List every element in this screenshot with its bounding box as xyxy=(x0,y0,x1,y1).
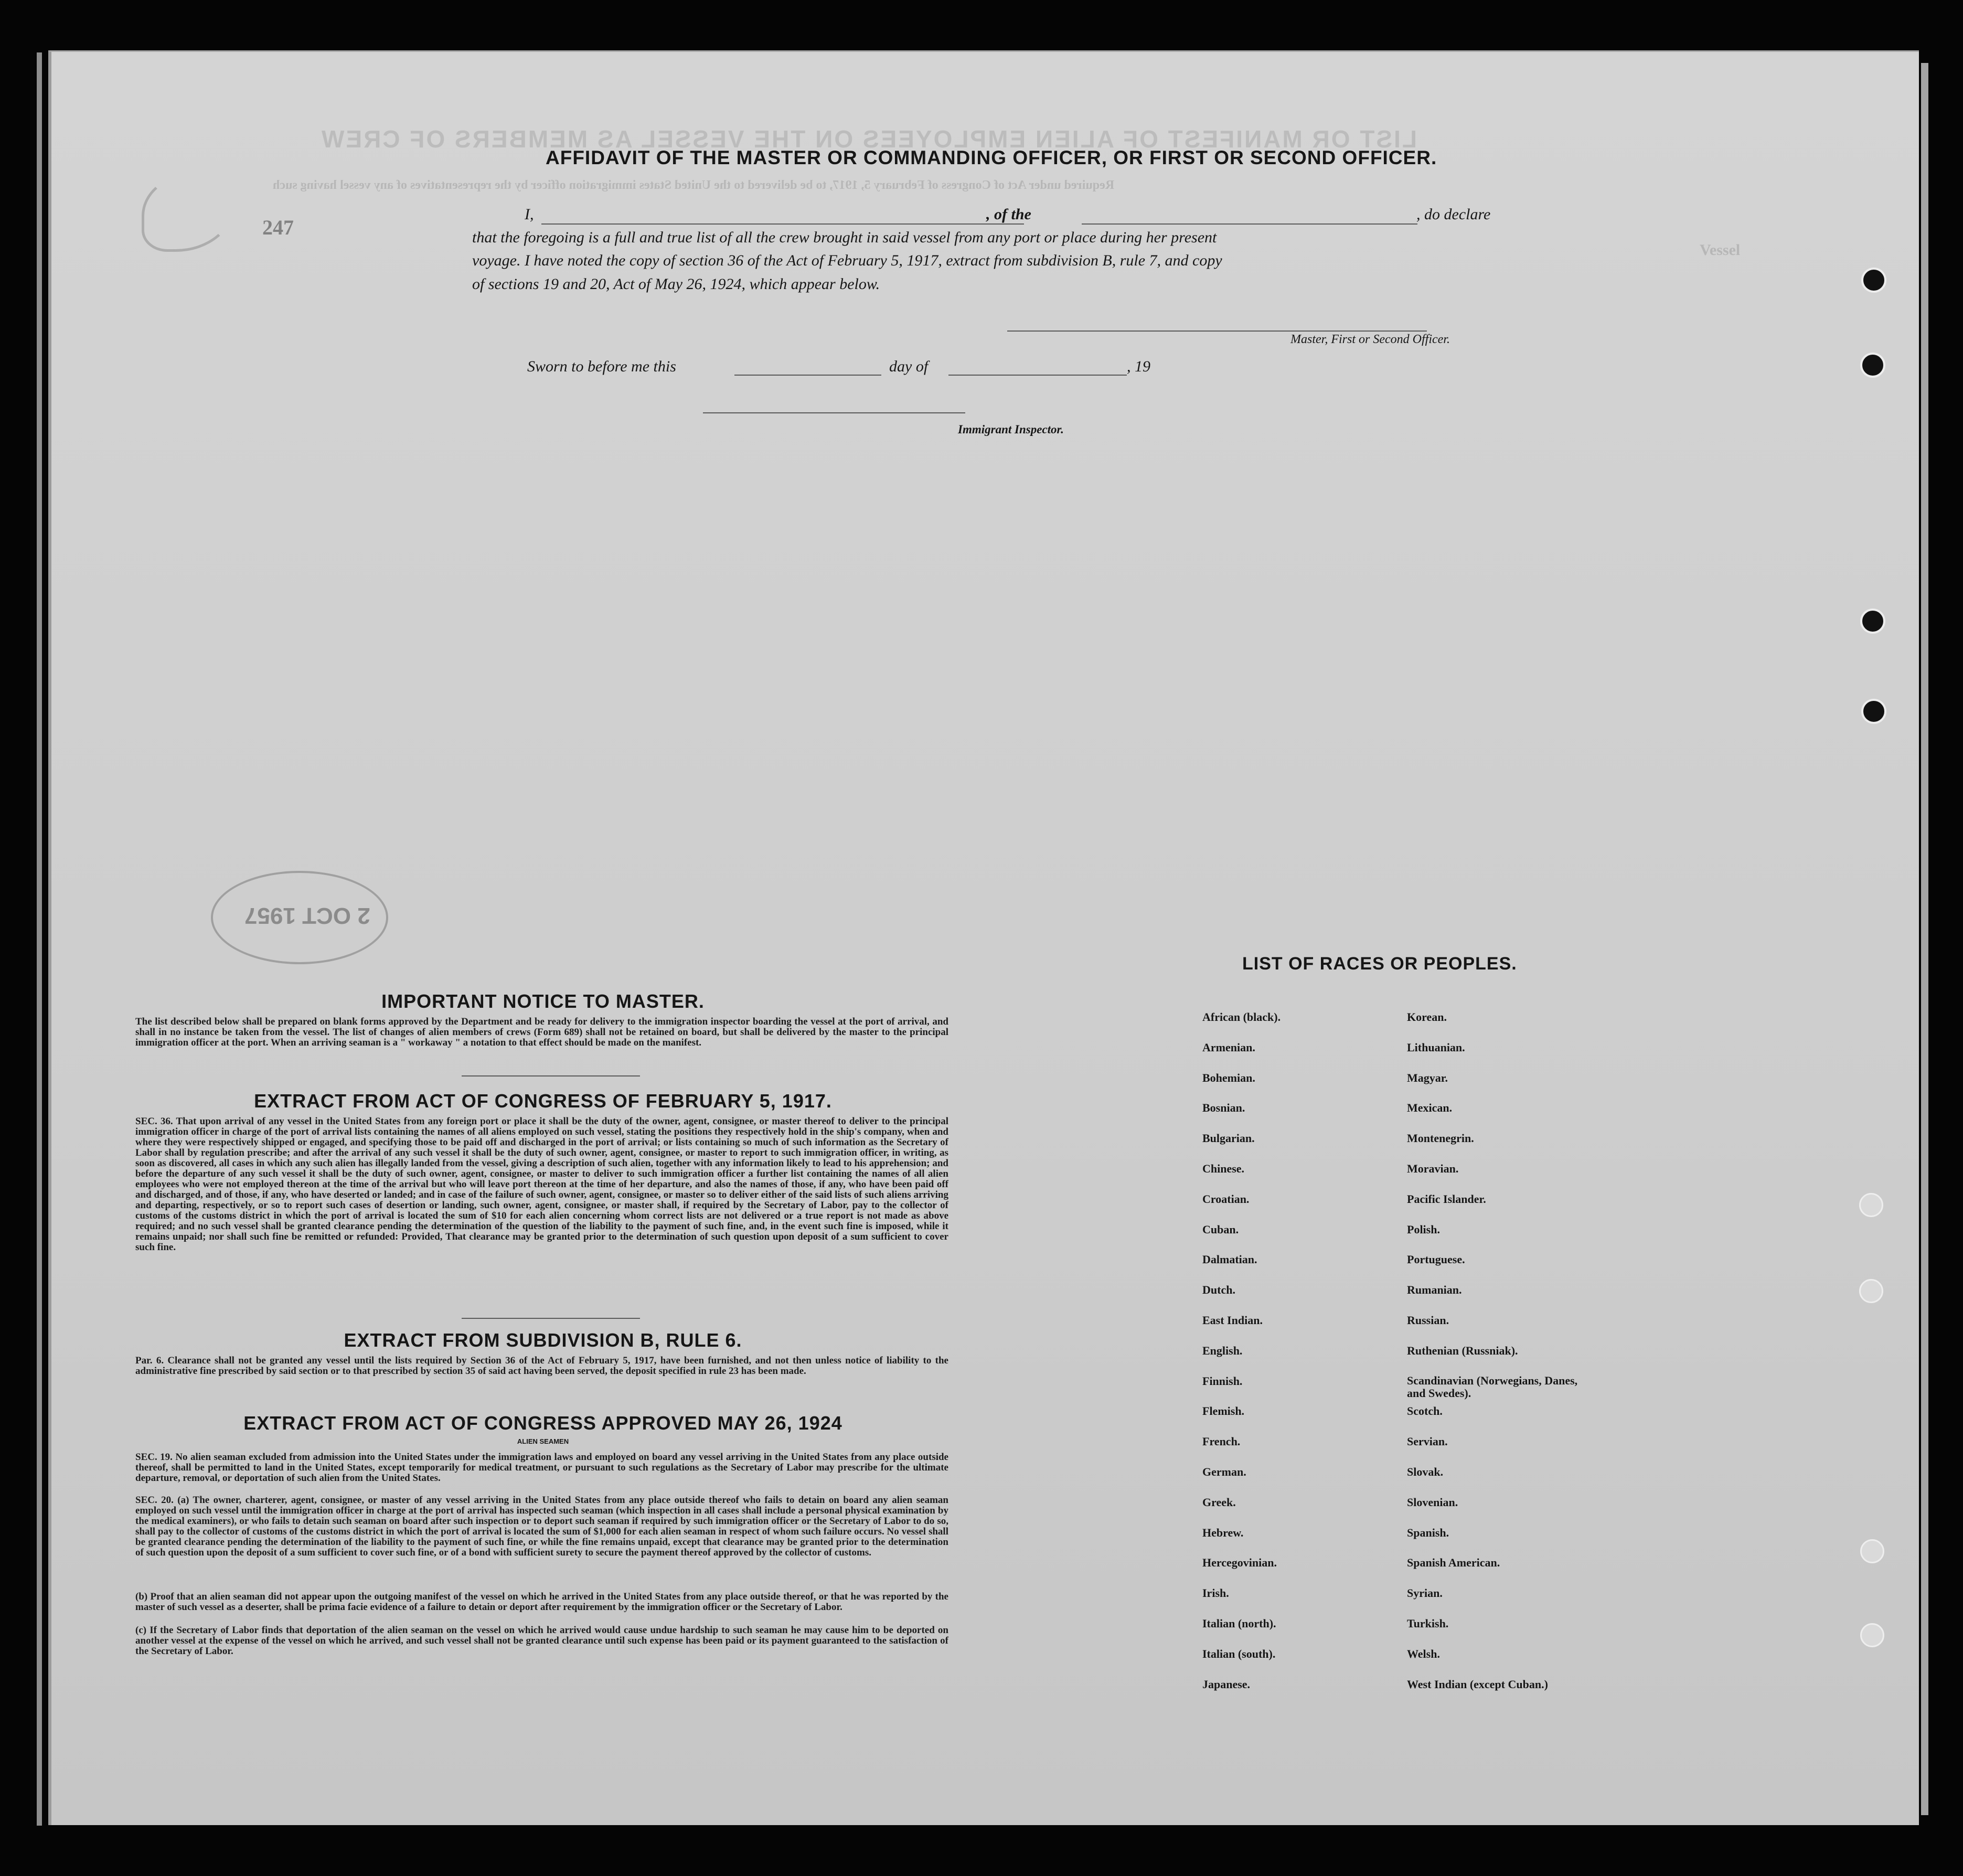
binder-hole-8 xyxy=(1860,1623,1884,1647)
race-item: Pacific Islander. xyxy=(1407,1192,1486,1206)
race-item: Spanish. xyxy=(1407,1526,1449,1539)
vessel-blank[interactable] xyxy=(1082,223,1417,225)
binder-hole-2 xyxy=(1860,353,1885,378)
affidavit-line-3: voyage. I have noted the copy of section 36 of the Act of February 5, 1917, extract from subdivision B, rule 7, and copy xyxy=(472,252,1222,269)
race-item: Lithuanian. xyxy=(1407,1040,1465,1054)
sec19-text: SEC. 19. No alien seaman excluded from admission into the United States under the immigration laws and employed on board any vessel arriving in the United States from any place outside thereof, shall be permitted to land in the United States, except temporarily for medical treatment, or pursuant to such regulations as the Secretary of Labor may prescribe for the ultimate departure, removal, or deportation of such alien from the United States. xyxy=(135,1452,948,1484)
race-item: Croatian. xyxy=(1202,1192,1250,1206)
race-item: West Indian (except Cuban.) xyxy=(1407,1677,1548,1691)
race-item: Moravian. xyxy=(1407,1162,1459,1175)
race-item: Korean. xyxy=(1407,1010,1447,1024)
races-title: LIST OF RACES OR PEOPLES. xyxy=(1242,954,1517,974)
race-item: Finnish. xyxy=(1202,1374,1243,1388)
race-item: English. xyxy=(1202,1344,1243,1357)
race-item: Spanish American. xyxy=(1407,1556,1500,1570)
sworn-label: Sworn to before me this xyxy=(527,358,676,375)
binder-hole-5 xyxy=(1859,1193,1883,1217)
race-item: Greek. xyxy=(1202,1495,1236,1509)
affidavit-do-declare: , do declare xyxy=(1416,206,1491,223)
year-label: , 19 xyxy=(1127,358,1150,375)
race-item: Flemish. xyxy=(1202,1404,1245,1418)
race-item: Japanese. xyxy=(1202,1677,1251,1691)
binder-hole-3 xyxy=(1860,609,1885,634)
affidavit-line-4: of sections 19 and 20, Act of May 26, 1924, which appear below. xyxy=(472,275,880,293)
extract-1924-title: EXTRACT FROM ACT OF CONGRESS APPROVED MAY 26, 1924 xyxy=(243,1412,842,1434)
race-item: Portuguese. xyxy=(1407,1253,1465,1266)
affidavit-title: AFFIDAVIT OF THE MASTER OR COMMANDING OFFICER, OR FIRST OR SECOND OFFICER. xyxy=(546,147,1437,168)
divider-1 xyxy=(462,1075,640,1076)
name-blank[interactable] xyxy=(541,223,1024,225)
race-item: Servian. xyxy=(1407,1435,1448,1448)
page-edge-right xyxy=(1921,63,1928,1815)
race-item: Syrian. xyxy=(1407,1586,1443,1600)
race-item: Russian. xyxy=(1407,1314,1449,1327)
race-item: Bosnian. xyxy=(1202,1101,1245,1115)
race-item: Cuban. xyxy=(1202,1222,1239,1236)
race-item: Ruthenian (Russniak). xyxy=(1407,1344,1518,1357)
race-item: Welsh. xyxy=(1407,1647,1440,1660)
rule6-text: Par. 6. Clearance shall not be granted any vessel until the lists required by Section 36 of the Act of February 5, 1917, have been furnished, and not then unless notice of liability to the administrative fine prescribed by said section or to that prescribed by section 35 of said act having been served, the deposit specified in rule 23 has been made. xyxy=(135,1355,948,1377)
race-item: French. xyxy=(1202,1435,1241,1448)
race-item: Scotch. xyxy=(1407,1404,1443,1418)
binder-hole-7 xyxy=(1860,1539,1884,1563)
inspector-signature-blank[interactable] xyxy=(703,412,965,413)
race-item: Bohemian. xyxy=(1202,1071,1255,1084)
race-item: Hercegovinian. xyxy=(1202,1556,1277,1570)
notice-title: IMPORTANT NOTICE TO MASTER. xyxy=(381,990,705,1012)
handwritten-number: 247 xyxy=(262,216,294,239)
race-item: Mexican. xyxy=(1407,1101,1453,1115)
race-item: African (black). xyxy=(1202,1010,1281,1024)
race-item: Bulgarian. xyxy=(1202,1132,1255,1145)
race-item: Magyar. xyxy=(1407,1071,1448,1084)
master-caption: Master, First or Second Officer. xyxy=(1290,333,1450,346)
divider-2 xyxy=(462,1318,640,1319)
race-item: Slovak. xyxy=(1407,1465,1444,1478)
race-item: Slovenian. xyxy=(1407,1495,1458,1509)
binder-hole-1 xyxy=(1861,268,1886,293)
race-item: Italian (north). xyxy=(1202,1617,1276,1630)
affidavit-of-the: , of the xyxy=(986,206,1031,223)
sworn-day-blank[interactable] xyxy=(734,375,881,376)
race-item: Dutch. xyxy=(1202,1283,1235,1297)
master-signature-blank[interactable] xyxy=(1007,331,1427,332)
bleed-through-title: LIST OR MANIFEST OF ALIEN EMPLOYEES ON THE VESSEL AS MEMBERS OF CREW xyxy=(320,125,1417,153)
race-item: Chinese. xyxy=(1202,1162,1245,1175)
race-item: Italian (south). xyxy=(1202,1647,1276,1660)
race-item: East Indian. xyxy=(1202,1314,1263,1327)
race-item: Montenegrin. xyxy=(1407,1132,1474,1145)
race-item: Turkish. xyxy=(1407,1617,1449,1630)
stamp-date: 2 OCT 1957 xyxy=(244,903,370,929)
sec20c-text: (c) If the Secretary of Labor finds that deportation of the alien seaman on the vessel on which he arrived would cause undue hardship to such seaman he may cause him to be deported on another vessel at the expense of the vessel on which he arrived, and such vessel shall not be granted clearance until such expense has been paid or its payment guaranteed to the satisfaction of the Secretary of Labor. xyxy=(135,1625,948,1657)
page-edge-left xyxy=(37,52,42,1826)
race-item: Rumanian. xyxy=(1407,1283,1462,1297)
affidavit-i-label: I, xyxy=(525,206,534,223)
race-item: Dalmatian. xyxy=(1202,1253,1257,1266)
race-item: Irish. xyxy=(1202,1586,1229,1600)
race-item: Armenian. xyxy=(1202,1040,1255,1054)
bleed-through-vessel: Vessel xyxy=(1700,241,1741,259)
day-of-label: day of xyxy=(889,358,929,375)
bleed-through-line: Required under Act of Congress of February 5, 1917, to be delivered to the United States immigration officer by the representatives of any vessel having such xyxy=(273,178,1115,192)
extract-1924-subtitle: ALIEN SEAMEN xyxy=(517,1437,569,1445)
sworn-month-blank[interactable] xyxy=(948,375,1127,376)
extract-1917-title: EXTRACT FROM ACT OF CONGRESS OF FEBRUARY 5, 1917. xyxy=(254,1090,832,1112)
extract-1917-text: SEC. 36. That upon arrival of any vessel in the United States from any foreign port or place it shall be the duty of the owner, agent, consignee, or master thereof to deliver to the principal immigration officer in charge of the port of arrival lists containing the names of all aliens employed on such vessel, stating the positions they respectively hold in the ship's company, when and where they were respectively shipped or engaged, and specifying those to be paid off and discharged in the port of arrival; or lists containing so much of such information as the Secretary of Labor shall by regulation prescribe; and after the arrival of any such vessel it shall be the duty of such owner, agent, consignee, or master to report to such immigration officer, in writing, as soon as discovered, all cases in which any such alien has illegally landed from the vessel, giving a description of such alien, together with any information likely to lead to his apprehension; and before the departure of any such vessel it shall be the duty of such owner, agent, consignee, or master to deliver to such immigration officer a further list containing the names of all alien employees who were not employed thereon at the time of the arrival but who will leave port thereon at the time of her departure, and also the names of those, if any, who have been paid off and discharged, and of those, if any, who have deserted or landed; and in case of the failure of such owner, agent, consignee, or master so to deliver either of the said lists of such aliens arriving and departing, respectively, or so to report such cases of desertion or landing, such owner, agent, consignee, or master shall, if required by the Secretary of Labor, pay to the collector of customs of the customs district in which the port of arrival is located the sum of $10 for each alien concerning whom correct lists are not delivered or a true report is not made as above required; and no such vessel shall be granted clearance pending the determination of the question of the liability to the payment of such fine, and, in the event such fine is imposed, while it remains unpaid; nor shall such fine be remitted or refunded: Provided, That clearance may be granted prior to the determination of such question upon deposit of a sum sufficient to cover such fine. xyxy=(135,1116,948,1253)
binder-hole-4 xyxy=(1861,699,1886,724)
date-stamp xyxy=(211,871,388,964)
sec20b-text: (b) Proof that an alien seaman did not appear upon the outgoing manifest of the vessel on which he arrived in the United States from any place outside thereof, or that he was reported by the master of such vessel as a deserter, shall be prima facie evidence of a failure to detain or deport after requirement by the immigration officer or the Secretary of Labor. xyxy=(135,1591,948,1613)
inspector-caption: Immigrant Inspector. xyxy=(958,423,1064,436)
race-item: German. xyxy=(1202,1465,1246,1478)
sec20a-text: SEC. 20. (a) The owner, charterer, agent, consignee, or master of any vessel arriving in the United States from any place outside thereof who fails to detain on board any alien seaman employed on such vessel until the immigration officer in charge at the port of arrival has inspected such seaman (which inspection in all cases shall include a personal physical examination by the medical examiners), or who fails to detain such seaman on board after such inspection or to deport such seaman if required by such immigration officer or the Secretary of Labor to do so, shall pay to the collector of customs of the customs district in which the port of arrival is located the sum of $1,000 for each alien seaman in respect of whom such failure occurs. No vessel shall be granted clearance pending the determination of the liability to the payment of such fine, or while the fine remains unpaid, except that clearance may be granted prior to the determination of such question upon the deposit of a sum sufficient to cover such fine, or of a bond with sufficient surety to secure the payment thereof approved by the collector of customs. xyxy=(135,1495,948,1558)
notice-text: The list described below shall be prepared on blank forms approved by the Department and be ready for delivery to the immigration inspector boarding the vessel at the port of arrival, and shall in no instance be taken from the vessel. The list of changes of alien members of crews (Form 689) shall not be retained on board, but shall be delivered by the master to the principal immigration officer at the port. When an arriving seaman is a " workaway " a notation to that effect should be made on the manifest. xyxy=(135,1016,948,1048)
affidavit-line-2: that the foregoing is a full and true list of all the crew brought in said vessel from any port or place during her present xyxy=(472,229,1217,246)
race-item: Scandinavian (Norwegians, Danes, and Swedes). xyxy=(1407,1373,1578,1400)
rule6-title: EXTRACT FROM SUBDIVISION B, RULE 6. xyxy=(344,1329,742,1351)
race-item: Hebrew. xyxy=(1202,1526,1244,1539)
race-item: Polish. xyxy=(1407,1222,1440,1236)
binder-hole-6 xyxy=(1859,1279,1883,1303)
